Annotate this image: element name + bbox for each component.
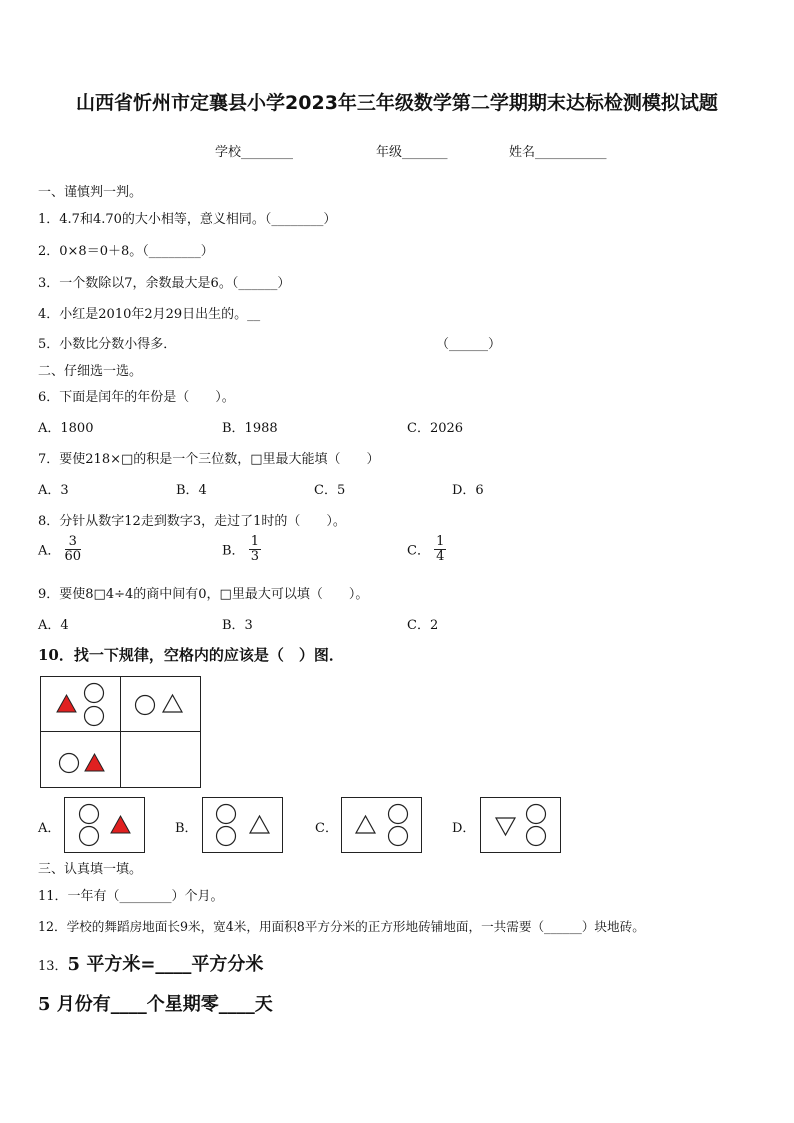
q9-option-b: B．3 [222,618,253,633]
q8-option-a-label: A． [38,543,61,559]
red-triangle-icon [111,816,130,833]
circle-icon [389,805,408,824]
circle-icon [80,827,99,846]
question-4: 4．小红是2010年2月29日出生的。__ [38,307,261,322]
inverted-triangle-icon [496,818,515,835]
question-13 [38,950,263,976]
question-12: 12．学校的舞蹈房地面长9米，宽4米，用面积8平方分米的正方形地砖铺地面，一共需要（______）块地砖。 [38,919,645,934]
circle-icon [527,805,546,824]
circle-icon [217,805,236,824]
question-3: 3．一个数除以7，余数最大是6。（______） [38,276,291,291]
section-2-heading: 二、仔细选一选。 [38,364,143,379]
q7-option-d: D．6 [452,483,484,498]
fraction-numerator: 1 [250,534,259,549]
question-6: 6．下面是闰年的年份是（ ）。 [38,390,235,405]
question-13-text: 5 平方米=____平方分米 [67,954,264,975]
q8-option-c-label: C． [407,543,430,559]
q6-option-a: A．1800 [38,421,94,436]
q7-option-a: A．3 [38,483,69,498]
circle-icon [217,827,236,846]
triangle-icon [250,816,269,833]
name-field: 姓名___________ [509,145,607,160]
fraction-denominator: 4 [436,548,445,564]
question-9: 9．要使8□4÷4的商中间有0，□里最大可以填（ ）。 [38,587,369,602]
fraction-numerator: 1 [436,534,445,549]
question-8: 8．分针从数字12走到数字3，走过了1时的（ ）。 [38,514,346,529]
question-13-part-2: 5 月份有____个星期零____天 [38,994,273,1015]
question-11: 11．一年有（________）个月。 [38,889,224,904]
fraction-denominator: 3 [250,548,259,564]
question-1: 1．4.7和4.70的大小相等，意义相同。（________） [38,212,337,227]
q10-option-a-label: A． [38,821,61,836]
q6-option-c: C．2026 [407,421,464,436]
question-5-blank: （______） [436,337,502,352]
q7-option-c: C．5 [314,483,346,498]
q10-option-d-label: D． [452,821,476,836]
question-2: 2．0×8＝0＋8。（________） [38,244,214,259]
fraction-denominator: 60 [64,548,82,564]
q9-option-c: C．2 [407,618,439,633]
question-5: 5．小数比分数小得多． [38,337,177,352]
triangle-icon [356,816,375,833]
q10-option-b-label: B． [175,821,198,836]
section-1-heading: 一、谨慎判一判。 [38,185,143,200]
fraction-numerator: 3 [65,535,82,550]
circle-icon [527,827,546,846]
q10-option-c-label: C． [315,821,338,836]
q7-option-b: B．4 [176,483,207,498]
circle-icon [80,805,99,824]
section-3-heading: 三、认真填一填。 [38,862,143,877]
page-title: 山西省忻州市定襄县小学2023年三年级数学第二学期期末达标检测模拟试题 [76,92,718,114]
q6-option-b: B．1988 [222,421,278,436]
question-10: 10．找一下规律，空格内的应该是（ ）图． [38,646,344,664]
q8-option-b-label: B． [222,543,245,559]
question-7: 7．要使218×□的积是一个三位数，□里最大能填（ ） [38,452,380,467]
school-field: 学校________ [215,145,294,160]
q9-option-a: A．4 [38,618,69,633]
grade-field: 年级_______ [376,145,448,160]
question-13-number: 13． [38,959,68,974]
circle-icon [389,827,408,846]
